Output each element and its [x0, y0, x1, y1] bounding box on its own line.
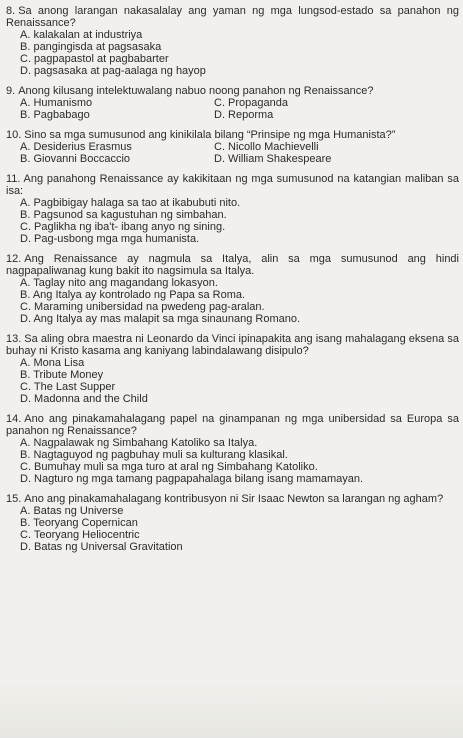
answer-option: A. kalakalan at industriya [20, 29, 143, 41]
question-text: Ang panahong Renaissance ay kakikitaan ng mga sumusunod na katangian maliban sa isa: [6, 173, 459, 197]
answer-option: A. Pagbibigay halaga sa tao at ikabubuti nito. [20, 197, 241, 209]
question-number: 11. [6, 173, 21, 185]
answer-option: B. Nagtaguyod ng pagbuhay muli sa kulturang klasikal. [20, 449, 288, 461]
answer-option: B. Ang Italya ay kontrolado ng Papa sa Roma. [20, 289, 246, 301]
question-text: Ang Renaissance ay nagmula sa Italya, alin sa mga sumusunod ang hindi nagpapaliwanag kung bakit ito nagsimula sa Italya. [6, 253, 459, 277]
question-item [6, 173, 459, 245]
answer-options [20, 277, 459, 325]
answer-option: C. Propaganda [214, 97, 288, 109]
answer-option: B. Giovanni Boccaccio [20, 153, 131, 165]
question-number: 9. [6, 85, 16, 97]
question-text: Sa aling obra maestra ni Leonardo da Vinci ipinapakita ang isang mahalagang eksena sa buhay ni Kristo kasama ang kaniyang labindalawang disipulo? [6, 333, 459, 357]
answer-options [20, 357, 459, 405]
answer-options [20, 437, 459, 485]
answer-option: C. Nicollo Machievelli [214, 141, 319, 153]
question-text-block [6, 413, 459, 437]
answer-options [20, 197, 459, 245]
answer-option: D. Batas ng Universal Gravitation [20, 541, 183, 553]
question-text: Ano ang pinakamahalagang papel na ginampanan ng mga unibersidad sa Europa sa panahon ng Renaissance? [6, 413, 459, 437]
answer-option: A. Batas ng Universe [20, 505, 124, 517]
answer-option: A. Taglay nito ang magandang lokasyon. [20, 277, 218, 289]
question-text-block [6, 5, 459, 29]
answer-option: B. Pagbabago [20, 109, 90, 121]
answer-option: C. Paglikha ng iba't- ibang anyo ng sining. [20, 221, 226, 233]
answer-option: B. Teoryang Copernican [20, 517, 138, 529]
question-number: 14. [6, 413, 22, 425]
answer-options [20, 97, 459, 121]
question-item [6, 85, 459, 121]
answer-option: A. Mona Lisa [20, 357, 85, 369]
answer-option: D. Reporma [214, 109, 274, 121]
answer-option: A. Nagpalawak ng Simbahang Katoliko sa Italya. [20, 437, 258, 449]
question-item [6, 493, 459, 553]
answer-options [20, 141, 459, 165]
question-text-block [6, 493, 459, 505]
question-text: Ano ang pinakamahalagang kontribusyon ni Sir Isaac Newton sa larangan ng agham? [24, 493, 444, 505]
answer-options [20, 29, 459, 77]
answer-option: B. Tribute Money [20, 369, 104, 381]
answer-option: D. pagsasaka at pag-aalaga ng hayop [20, 65, 206, 77]
question-number: 8. [6, 5, 16, 17]
question-item [6, 129, 459, 165]
question-text-block [6, 333, 459, 357]
answer-option: A. Humanismo [20, 97, 93, 109]
answer-option: A. Desiderius Erasmus [20, 141, 132, 153]
answer-option: B. Pagsunod sa kagustuhan ng simbahan. [20, 209, 227, 221]
answer-option: C. Teoryang Heliocentric [20, 529, 140, 541]
question-number: 10. [6, 129, 22, 141]
question-number: 13. [6, 333, 22, 345]
answer-options [20, 505, 459, 553]
answer-option: C. Maraming unibersidad na pwedeng pag-aralan. [20, 301, 265, 313]
answer-option: C. pagpapastol at pagbabarter [20, 53, 169, 65]
answer-option: D. Nagturo ng mga tamang pagpapahalaga bilang isang mamamayan. [20, 473, 364, 485]
question-text-block [6, 173, 459, 197]
question-text-block [6, 253, 459, 277]
question-text: Sa anong larangan nakasalalay ang yaman ng mga lungsod-estado sa panahon ng Renaissance? [6, 5, 459, 29]
question-number: 15. [6, 493, 22, 505]
answer-option: D. Pag-usbong mga mga humanista. [20, 233, 200, 245]
answer-option: C. The Last Supper [20, 381, 116, 393]
answer-option: B. pangingisda at pagsasaka [20, 41, 162, 53]
answer-option: C. Bumuhay muli sa mga turo at aral ng Simbahang Katoliko. [20, 461, 318, 473]
answer-option: D. Madonna and the Child [20, 393, 148, 405]
question-item [6, 413, 459, 485]
question-item [6, 253, 459, 325]
question-number: 12. [6, 253, 22, 265]
question-item [6, 333, 459, 405]
question-text: Sino sa mga sumusunod ang kinikilala bilang “Prinsipe ng mga Humanista?” [24, 129, 396, 141]
question-item [6, 5, 459, 77]
question-text: Anong kilusang intelektuwalang nabuo noong panahon ng Renaissance? [18, 85, 374, 97]
answer-option: D. Ang Italya ay mas malapit sa mga sinaunang Romano. [20, 313, 301, 325]
question-text-block [6, 129, 459, 141]
question-text-block [6, 85, 459, 97]
answer-option: D. William Shakespeare [214, 153, 332, 165]
